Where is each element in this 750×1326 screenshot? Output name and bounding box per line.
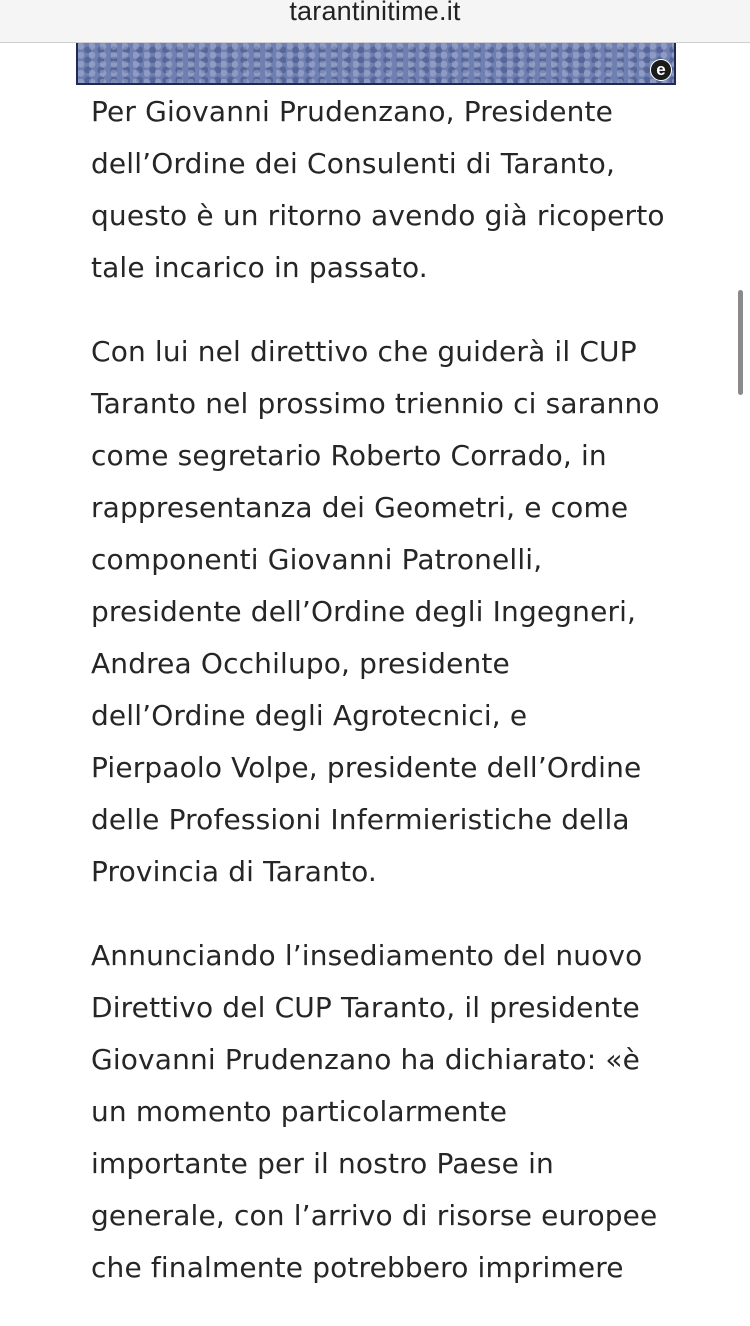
- article-body: [91, 86, 691, 1326]
- ad-choices-icon[interactable]: [650, 59, 672, 81]
- url-text[interactable]: tarantinitime.it: [289, 0, 461, 26]
- article-paragraph: Annunciando l’insediamento del nuovo Direttivo del CUP Taranto, il presidente Giovanni Prudenzano ha dichiarato: «è un momento particolarmente importante per il nostro Paese in generale, con l’arrivo di risorse europee che finalmente potrebbero imprimere: [91, 939, 658, 1284]
- article-paragraph: Con lui nel direttivo che guiderà il CUP Taranto nel prossimo triennio ci saranno come segretario Roberto Corrado, in rappresentanza dei Geometri, e come componenti Giovanni Patronelli, presidente dell’Ordine degli Ingegneri, Andrea Occhilupo, presidente dell’Ordine degli Agrotecnici, e Pierpaolo Volpe, presidente dell’Ordine delle Professioni Infermieristiche della Provincia di Taranto.: [91, 335, 660, 888]
- scrollbar-thumb[interactable]: [738, 290, 743, 395]
- ad-badge-letter: e: [656, 59, 666, 79]
- browser-address-bar[interactable]: [0, 0, 750, 43]
- ad-banner[interactable]: [76, 43, 676, 85]
- article-paragraph: Per Giovanni Prudenzano, Presidente dell’Ordine dei Consulenti di Taranto, questo è un ritorno avendo già ricoperto tale incarico in passato.: [91, 95, 665, 284]
